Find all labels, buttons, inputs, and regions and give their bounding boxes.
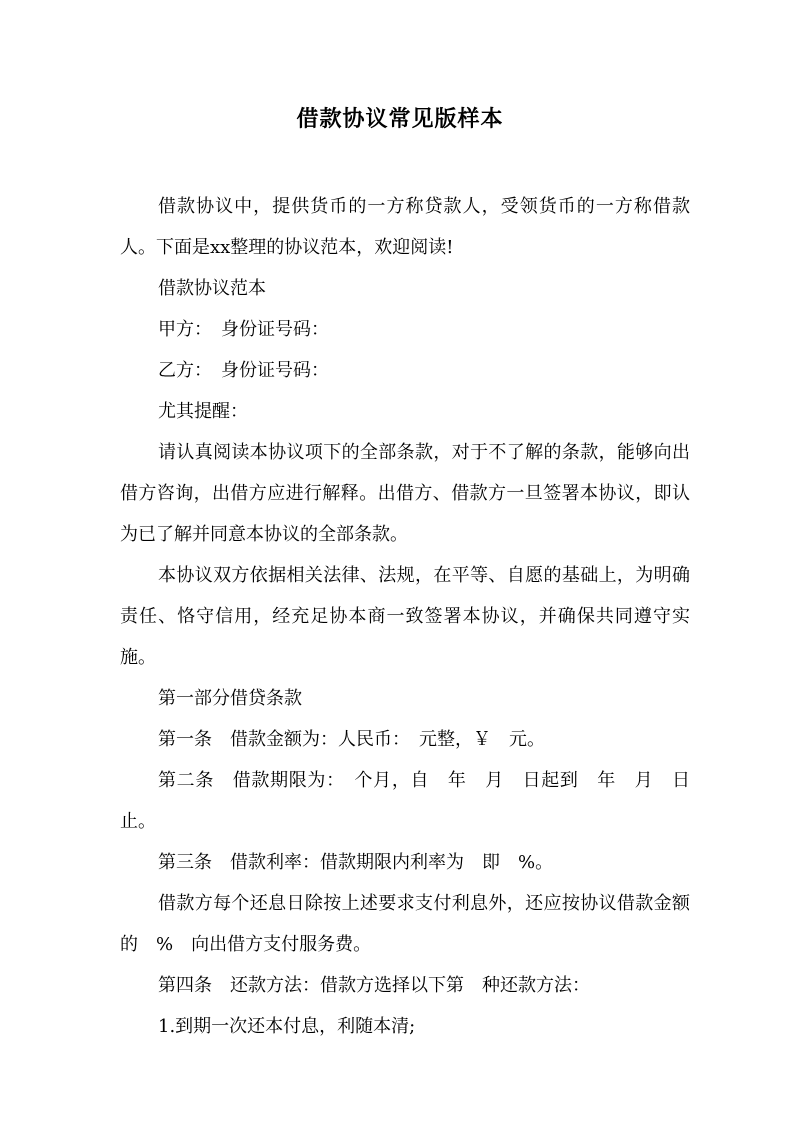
paragraph-basis: 本协议双方依据相关法律、法规，在平等、自愿的基础上，为明确责任、恪守信用，经充足协本商一致签署本协议，并确保共同遵守实施。	[120, 565, 690, 668]
paragraph-article-2: 第二条 借款期限为： 个月，自 年 月 日起到 年 月 日止。	[120, 770, 690, 832]
paragraph-party-b: 乙方： 身份证号码：	[158, 360, 329, 381]
document-title: 借款协议常见版样本	[296, 106, 504, 132]
paragraph-intro: 借款协议中，提供货币的一方称贷款人，受领货币的一方称借款人。下面是xx整理的协议范本，欢迎阅读!	[120, 196, 690, 258]
paragraph-repayment-method-1: 1.到期一次还本付息，利随本清;	[158, 1016, 416, 1037]
paragraph-party-a: 甲方： 身份证号码：	[158, 319, 329, 340]
paragraph-service-fee: 借款方每个还息日除按上述要求支付利息外，还应按协议借款金额的 % 向出借方支付服务费。	[120, 893, 690, 955]
paragraph-reminder-text: 请认真阅读本协议项下的全部条款，对于不了解的条款，能够向出借方咨询，出借方应进行解释。出借方、借款方一旦签署本协议，即认为已了解并同意本协议的全部条款。	[120, 442, 690, 545]
paragraph-article-3: 第三条 借款利率：借款期限内利率为 即 %。	[158, 852, 554, 873]
paragraph-special-reminder: 尤其提醒：	[158, 401, 248, 422]
document-body	[120, 186, 690, 1047]
paragraph-part-one-heading: 第一部分借贷条款	[158, 688, 302, 709]
paragraph-template-heading: 借款协议范本	[158, 278, 266, 299]
paragraph-article-1: 第一条 借款金额为：人民币： 元整，￥ 元。	[158, 729, 545, 750]
paragraph-article-4: 第四条 还款方法：借款方选择以下第 种还款方法：	[158, 975, 590, 996]
